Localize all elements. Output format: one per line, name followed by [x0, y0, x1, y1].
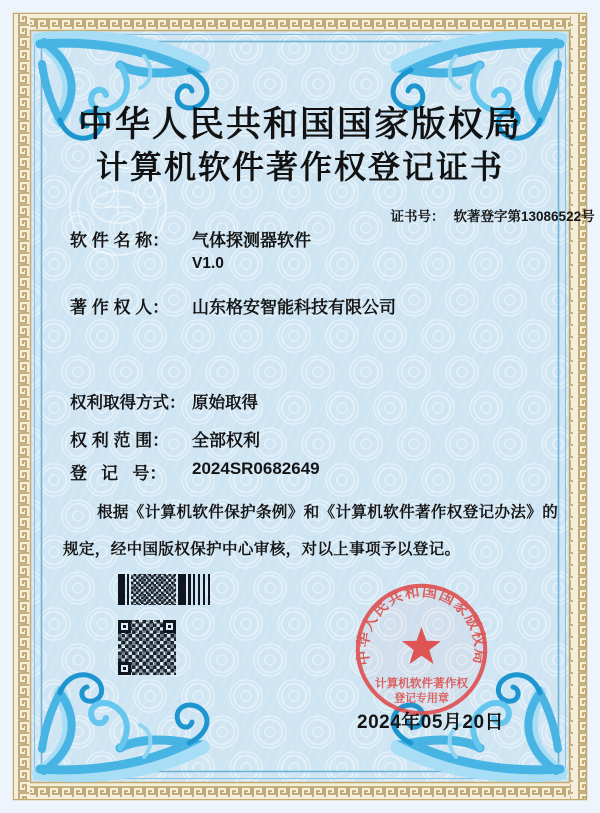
rights-scope-label: 权 利 范 围：	[70, 431, 170, 450]
registration-date: 2024年05月20日	[357, 712, 505, 733]
certificate-number	[368, 190, 595, 240]
software-name-text: 气体探测器软件	[192, 231, 311, 250]
software-name-value	[192, 226, 311, 273]
barcode-bar	[188, 574, 191, 605]
field-registration-number	[70, 459, 320, 484]
statement-line-2: 规定，经中国版权保护中心审核，对以上事项予以登记。	[63, 541, 461, 558]
certificate-number-label: 证书号：	[390, 209, 445, 224]
barcode	[118, 574, 211, 605]
certificate-number-value: 软著登字第13086522号	[453, 209, 595, 224]
software-version-text: V1.0	[192, 255, 224, 272]
copyright-holder-label: 著 作 权 人：	[70, 298, 170, 317]
seal-text-line1: 计算机软件著作权	[374, 677, 469, 691]
field-software-name	[70, 226, 311, 273]
certificate-title: 计算机软件著作权登记证书	[95, 149, 504, 185]
seal-text-line2: 登记专用章	[394, 692, 449, 705]
barcode-bars	[193, 574, 211, 605]
statement-line-1: 根据《计算机软件保护条例》和《计算机软件著作权登记办法》的	[97, 504, 559, 521]
qr-code	[118, 620, 176, 675]
registration-number-label: 登 记 号：	[70, 464, 167, 483]
field-rights-scope	[70, 426, 260, 451]
qr-finder-top-right	[163, 620, 176, 633]
field-acquisition-method	[70, 389, 258, 413]
rights-scope-value: 全部权利	[192, 431, 260, 450]
copyright-holder-value: 山东格安智能科技有限公司	[192, 298, 396, 317]
official-red-seal	[351, 581, 492, 718]
field-copyright-holder	[70, 293, 396, 318]
acquisition-method-value: 原始取得	[192, 394, 258, 412]
barcode-bar	[178, 574, 186, 605]
registration-number-value: 2024SR0682649	[192, 459, 320, 478]
acquisition-method-label: 权利取得方式：	[70, 394, 186, 412]
software-name-label: 软 件 名 称：	[70, 231, 170, 250]
authority-title: 中华人民共和国国家版权局	[77, 105, 522, 144]
qr-finder-top-left	[118, 620, 131, 633]
barcode-matrix	[131, 574, 176, 605]
barcode-bar	[127, 574, 129, 605]
barcode-bar	[118, 574, 125, 605]
seal-arc-text: 中华人民共和国国家版权局	[354, 582, 489, 667]
qr-finder-bottom-left	[118, 662, 131, 675]
